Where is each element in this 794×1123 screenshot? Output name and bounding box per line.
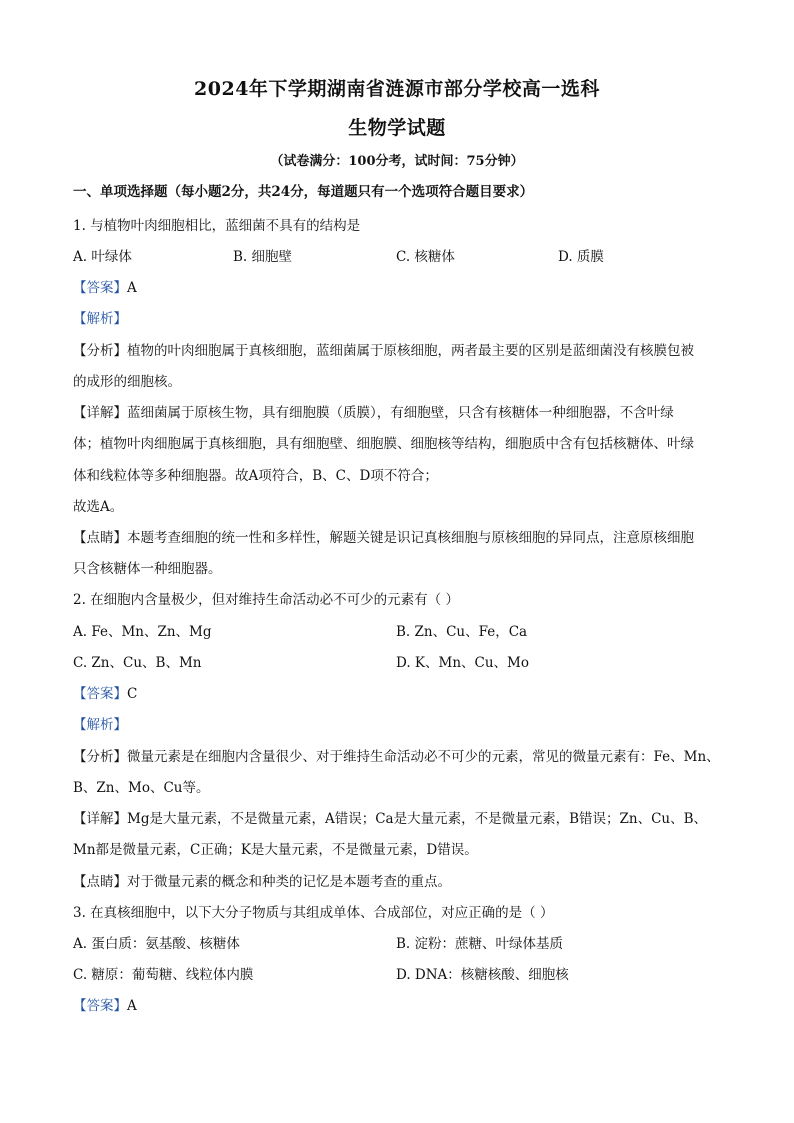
- analysis-tag: 【解析】: [73, 311, 127, 327]
- q2-option-b: B. Zn、Cu、Fe，Ca: [396, 624, 528, 640]
- q3-option-d: D. DNA：核糖核酸、细胞核: [396, 967, 569, 983]
- answer-tag: 【答案】: [73, 998, 127, 1014]
- q1-option-d: D. 质膜: [558, 249, 604, 265]
- answer-value: A: [127, 998, 137, 1014]
- q2-fenxi-line-2: B、Zn、Mo、Cu等。: [73, 780, 210, 796]
- exam-subtitle: 生物学试题: [348, 117, 446, 139]
- answer-tag: 【答案】: [73, 280, 127, 296]
- q2-answer: [73, 682, 137, 702]
- q1-fenxi-line-2: 的成形的细胞核。: [73, 374, 181, 390]
- answer-tag: 【答案】: [73, 686, 127, 702]
- q2-option-c: C. Zn、Cu、B、Mn: [73, 655, 202, 671]
- q2-fenxi-line-1: [73, 745, 720, 765]
- dianjing-text: 对于微量元素的概念和种类的记忆是本题考查的重点。: [127, 874, 451, 890]
- answer-value: A: [127, 280, 137, 296]
- exam-info: （试卷满分：100分考，试时间：75分钟）: [270, 154, 524, 169]
- q1-xiangjie-line-1: [73, 401, 674, 421]
- q1-analysis-tag: [73, 307, 127, 327]
- question-2-stem: 2. 在细胞内含量极少，但对维持生命活动必不可少的元素有（ ）: [73, 592, 459, 608]
- q2-option-a: A. Fe、Mn、Zn、Mg: [73, 624, 212, 640]
- analysis-tag: 【解析】: [73, 717, 127, 733]
- xiangjie-tag: 【详解】: [73, 811, 127, 827]
- q2-xiangjie-line-2: Mn都是微量元素，C正确；K是大量元素，不是微量元素，D错误。: [73, 842, 478, 858]
- q1-xiangjie-line-4: 故选A。: [73, 499, 124, 515]
- q3-answer: [73, 994, 137, 1014]
- fenxi-tag: 【分析】: [73, 343, 127, 359]
- dianjing-tag: 【点睛】: [73, 530, 127, 546]
- q1-answer: [73, 276, 137, 296]
- q1-xiangjie-line-2: 体；植物叶肉细胞属于真核细胞，具有细胞壁、细胞膜、细胞核等结构，细胞质中含有包括核糖体、叶绿: [73, 436, 694, 452]
- q2-option-d: D. K、Mn、Cu、Mo: [396, 655, 530, 671]
- dianjing-tag: 【点睛】: [73, 874, 127, 890]
- q3-option-a: A. 蛋白质：氨基酸、核糖体: [73, 936, 240, 952]
- fenxi-text: 植物的叶肉细胞属于真核细胞，蓝细菌属于原核细胞，两者最主要的区别是蓝细菌没有核膜包被: [127, 343, 694, 359]
- dianjing-text: 本题考查细胞的统一性和多样性，解题关键是识记真核细胞与原核细胞的异同点，注意原核细胞: [127, 530, 694, 546]
- answer-value: C: [127, 686, 138, 702]
- q2-xiangjie-line-1: [73, 807, 707, 827]
- xiangjie-text: Mg是大量元素，不是微量元素，A错误；Ca是大量元素，不是微量元素，B错误；Zn、Cu、B、: [127, 811, 708, 827]
- question-3-stem: 3. 在真核细胞中，以下大分子物质与其组成单体、合成部位，对应正确的是（ ）: [73, 905, 554, 921]
- fenxi-tag: 【分析】: [73, 749, 127, 765]
- q1-fenxi-line-1: [73, 339, 694, 359]
- xiangjie-tag: 【详解】: [73, 405, 127, 421]
- xiangjie-text: 蓝细菌属于原核生物，具有细胞膜（质膜），有细胞壁，只含有核糖体一种细胞器，不含叶绿: [127, 405, 674, 421]
- section-heading: 一、单项选择题（每小题2分，共24分，每道题只有一个选项符合题目要求）: [73, 184, 534, 200]
- q2-dianjing-line-1: [73, 870, 451, 890]
- q1-dianjing-line-1: [73, 526, 694, 546]
- fenxi-text: 微量元素是在细胞内含量很少、对于维持生命活动必不可少的元素，常见的微量元素有：Fe、Mn、: [127, 749, 720, 765]
- q1-option-b: B. 细胞壁: [233, 249, 293, 265]
- q1-option-c: C. 核糖体: [396, 249, 455, 265]
- q3-option-b: B. 淀粉：蔗糖、叶绿体基质: [396, 936, 564, 952]
- question-1-stem: 1. 与植物叶肉细胞相比，蓝细菌不具有的结构是: [73, 218, 361, 234]
- exam-title: 2024年下学期湖南省涟源市部分学校高一选科: [194, 78, 600, 100]
- q2-analysis-tag: [73, 713, 127, 733]
- q1-dianjing-line-2: 只含核糖体一种细胞器。: [73, 561, 222, 577]
- q3-option-c: C. 糖原：葡萄糖、线粒体内膜: [73, 967, 254, 983]
- q1-option-a: A. 叶绿体: [73, 249, 132, 265]
- q1-xiangjie-line-3: 体和线粒体等多种细胞器。故A项符合，B、C、D项不符合；: [73, 468, 438, 484]
